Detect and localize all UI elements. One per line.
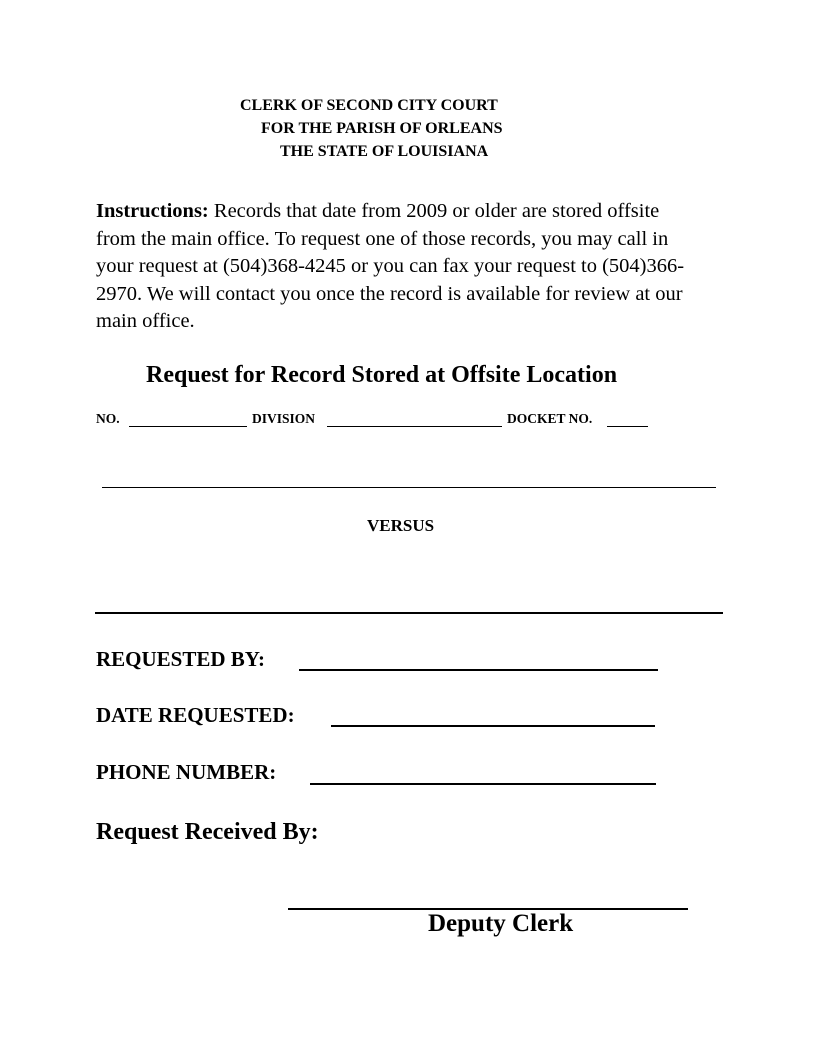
instructions-text: Records that date from 2009 or older are stored offsite from the main office. To request one of those records, you may call in your request at (504)368-4245 or you can fax your request to (504)366-2970. We will contact you once the record is available for review at our main office. <box>96 200 685 333</box>
deputy-clerk-label: Deputy Clerk <box>428 910 574 937</box>
docket-number-field[interactable] <box>607 411 648 427</box>
requested-by-label: REQUESTED BY: <box>96 647 266 671</box>
instructions-paragraph <box>96 198 696 336</box>
division-field[interactable] <box>327 411 502 427</box>
parish-line: FOR THE PARISH OF ORLEANS <box>261 120 503 137</box>
instructions-label: Instructions: <box>96 200 209 222</box>
docket-number-label: DOCKET NO. <box>507 411 593 426</box>
date-requested-label: DATE REQUESTED: <box>96 703 295 727</box>
division-label: DIVISION <box>252 411 316 426</box>
versus-label: VERSUS <box>367 516 435 535</box>
plaintiff-field[interactable] <box>102 472 716 488</box>
case-number-field[interactable] <box>129 411 247 427</box>
received-by-label: Request Received By: <box>96 819 319 845</box>
defendant-field[interactable] <box>95 598 723 614</box>
deputy-clerk-signature-field[interactable] <box>288 892 688 910</box>
state-line: THE STATE OF LOUISIANA <box>280 143 489 160</box>
date-requested-field[interactable] <box>331 708 655 727</box>
court-name-line: CLERK OF SECOND CITY COURT <box>240 97 498 114</box>
requested-by-field[interactable] <box>299 652 658 671</box>
case-number-label: NO. <box>96 411 120 426</box>
phone-number-field[interactable] <box>310 766 656 785</box>
phone-number-label: PHONE NUMBER: <box>96 760 277 784</box>
form-title: Request for Record Stored at Offsite Location <box>146 362 618 388</box>
